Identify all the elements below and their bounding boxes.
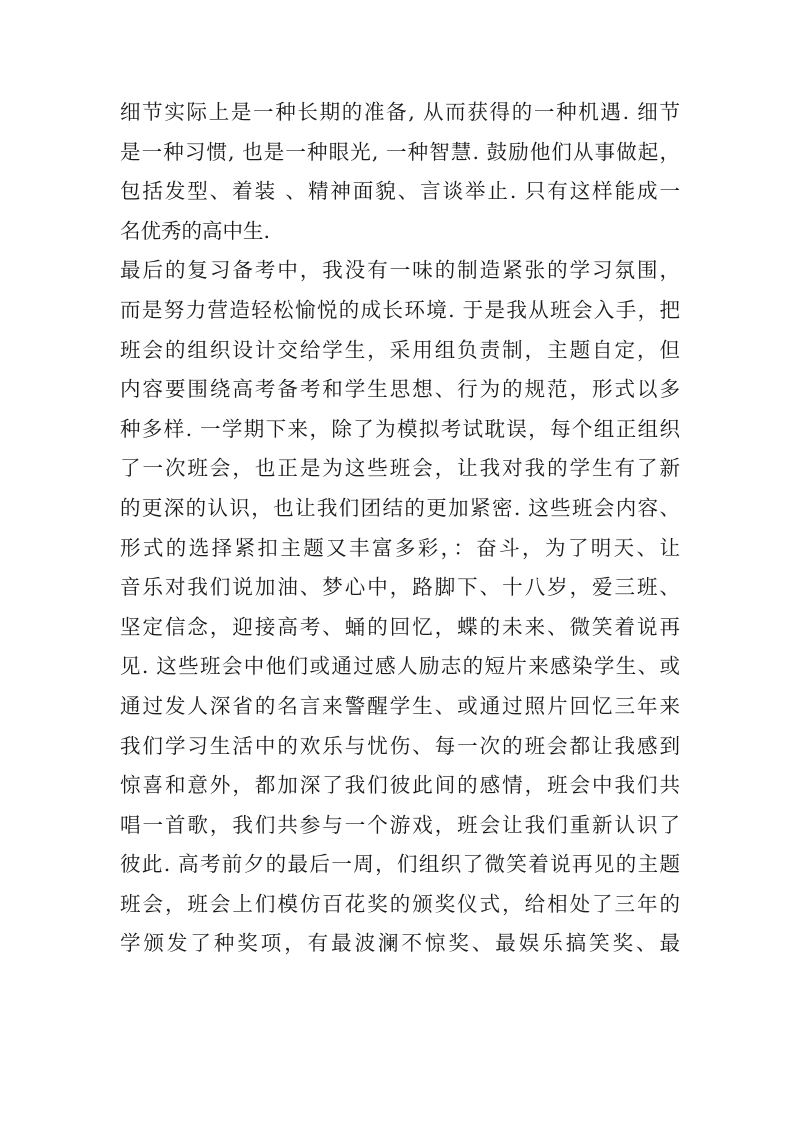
text-line: 内容要围绕高考备考和学生思想、行为的规范，形式以多: [120, 377, 680, 402]
text-line: 名优秀的高中生.: [120, 218, 271, 243]
text-line: 包括发型、着装 、精神面貌、言谈举止. 只有这样能成一: [120, 179, 680, 204]
text-line: 而是努力营造轻松愉悦的成长环境. 于是我从班会入手，把: [120, 297, 680, 322]
text-line: 音乐对我们说加油、梦心中，路脚下、十八岁，爱三班、: [120, 575, 680, 600]
text-line: 种多样. 一学期下来，除了为模拟考试耽误，每个组正组织: [120, 416, 680, 441]
text-line: 坚定信念，迎接高考、蛹的回忆，蝶的未来、微笑着说再: [120, 614, 680, 639]
text-line: 最后的复习备考中，我没有一味的制造紧张的学习氛围，: [120, 258, 680, 283]
text-line: 唱一首歌，我们共参与一个游戏，班会让我们重新认识了: [120, 812, 680, 837]
text-line: 见. 这些班会中他们或通过感人励志的短片来感染学生、或: [120, 654, 680, 679]
text-line: 学颁发了种奖项，有最波澜不惊奖、最娱乐搞笑奖、最: [120, 931, 680, 956]
text-line: 的更深的认识，也让我们团结的更加紧密. 这些班会内容、: [120, 495, 680, 520]
text-line: 惊喜和意外，都加深了我们彼此间的感情，班会中我们共: [120, 773, 680, 798]
document-body-text: [120, 93, 680, 964]
text-line: 彼此. 高考前夕的最后一周，们组织了微笑着说再见的主题: [120, 852, 680, 877]
text-line: 班会的组织设计交给学生，采用组负责制，主题自定，但: [120, 337, 680, 362]
text-line: 是一种习惯, 也是一种眼光, 一种智慧. 鼓励他们从事做起，: [120, 139, 680, 164]
text-line: 班会，班会上们模仿百花奖的颁奖仪式，给相处了三年的: [120, 891, 680, 916]
text-line: 我们学习生活中的欢乐与忧伤、每一次的班会都让我感到: [120, 733, 680, 758]
text-line: 细节实际上是一种长期的准备, 从而获得的一种机遇. 细节: [120, 100, 680, 124]
text-line: 形式的选择紧扣主题又丰富多彩，：奋斗，为了明天、让: [120, 535, 680, 560]
text-line: 通过发人深省的名言来警醒学生、或通过照片回忆三年来: [120, 693, 680, 718]
text-line: 了一次班会，也正是为这些班会，让我对我的学生有了新: [120, 456, 680, 481]
